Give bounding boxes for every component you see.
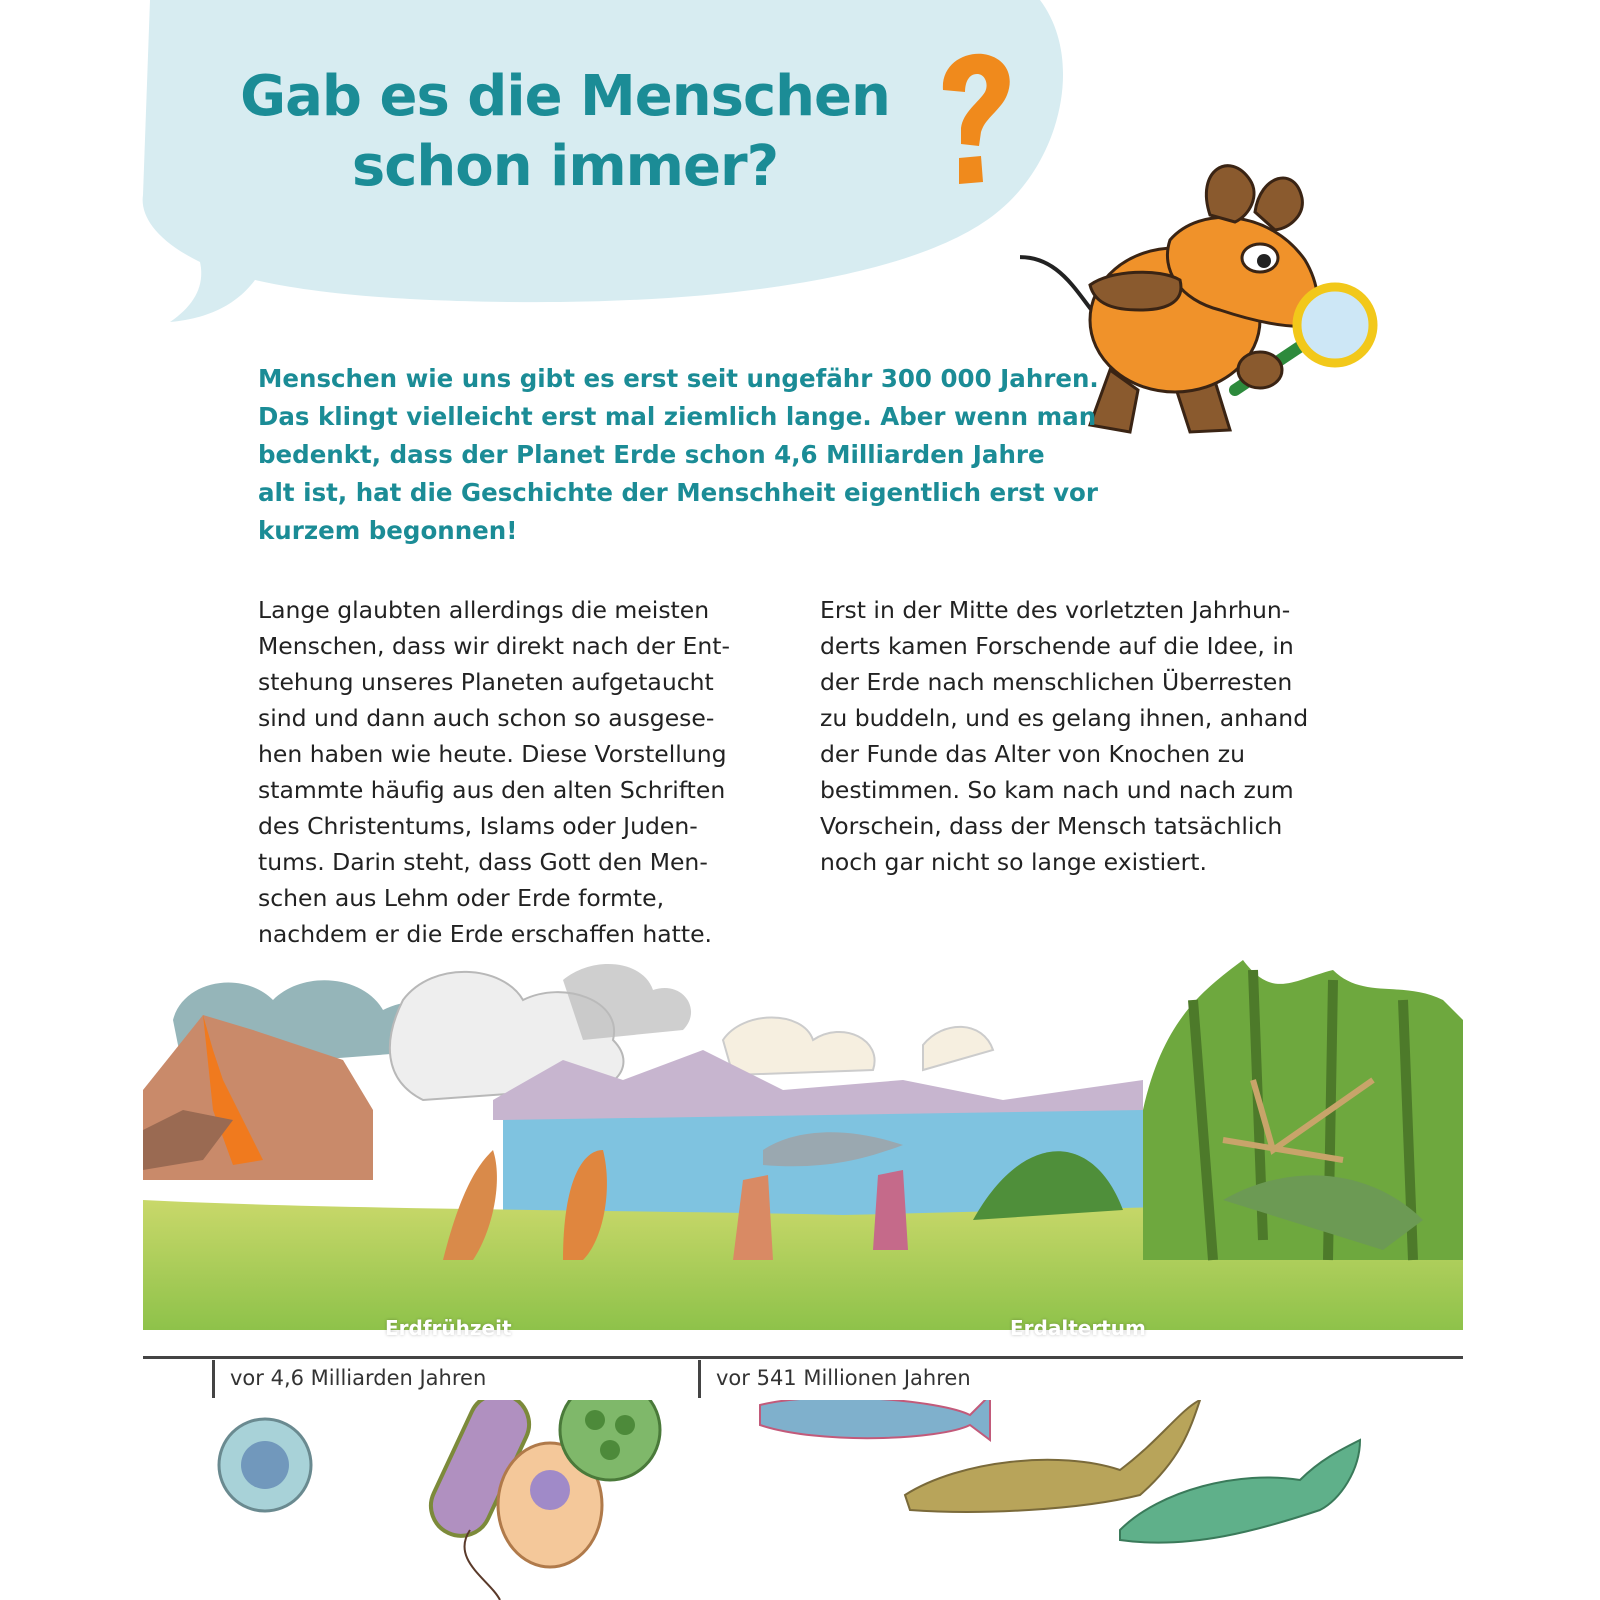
body-line: des Christentums, Islams oder Juden-: [258, 812, 698, 840]
body-column-left: [258, 592, 798, 952]
prehistoric-landscape-illustration: [143, 960, 1463, 1360]
question-mark-icon: [935, 50, 1015, 190]
intro-line: Menschen wie uns gibt es erst seit ungefähr 300 000 Jahren.: [258, 364, 1099, 393]
body-line: Menschen, dass wir direkt nach der Ent-: [258, 632, 730, 660]
body-line: derts kamen Forschende auf die Idee, in: [820, 632, 1294, 660]
body-line: nachdem er die Erde erschaffen hatte.: [258, 920, 712, 948]
page-title: [225, 62, 905, 202]
body-line: Lange glaubten allerdings die meisten: [258, 596, 710, 624]
body-line: Vorschein, dass der Mensch tatsächlich: [820, 812, 1283, 840]
body-line: schen aus Lehm oder Erde formte,: [258, 884, 665, 912]
body-line: der Erde nach menschlichen Überresten: [820, 668, 1293, 696]
body-line: hen haben wie heute. Diese Vorstellung: [258, 740, 727, 768]
timeline-tick: [698, 1360, 701, 1398]
timeline-tick-label: vor 4,6 Milliarden Jahren: [230, 1366, 487, 1390]
early-life-illustrations: [200, 1400, 1440, 1600]
body-line: tums. Darin steht, dass Gott den Men-: [258, 848, 708, 876]
body-column-right: [820, 592, 1360, 880]
intro-line: alt ist, hat die Geschichte der Menschheit eigentlich erst vor: [258, 478, 1098, 507]
timeline-tick-label: vor 541 Millionen Jahren: [716, 1366, 971, 1390]
intro-line: bedenkt, dass der Planet Erde schon 4,6 Milliarden Jahre: [258, 440, 1045, 469]
body-line: der Funde das Alter von Knochen zu: [820, 740, 1246, 768]
title-line-2: schon immer?: [351, 134, 779, 199]
intro-line: Das klingt vielleicht erst mal ziemlich lange. Aber wenn man: [258, 402, 1097, 431]
intro-paragraph: [258, 360, 1118, 550]
body-line: stammte häufig aus den alten Schriften: [258, 776, 726, 804]
body-line: bestimmen. So kam nach und nach zum: [820, 776, 1294, 804]
body-line: stehung unseres Planeten aufgetaucht: [258, 668, 714, 696]
era-label-erdaltertum: Erdaltertum: [1010, 1316, 1146, 1340]
timeline-tick: [212, 1360, 215, 1398]
body-line: zu buddeln, und es gelang ihnen, anhand: [820, 704, 1309, 732]
era-label-erdfruehzeit: Erdfrühzeit: [385, 1316, 512, 1340]
body-line: sind und dann auch schon so ausgese-: [258, 704, 715, 732]
timeline-baseline: [143, 1356, 1463, 1359]
intro-line: kurzem begonnen!: [258, 516, 518, 545]
title-line-1: Gab es die Menschen: [240, 64, 890, 129]
body-line: noch gar nicht so lange existiert.: [820, 848, 1207, 876]
body-line: Erst in der Mitte des vorletzten Jahrhun-: [820, 596, 1291, 624]
